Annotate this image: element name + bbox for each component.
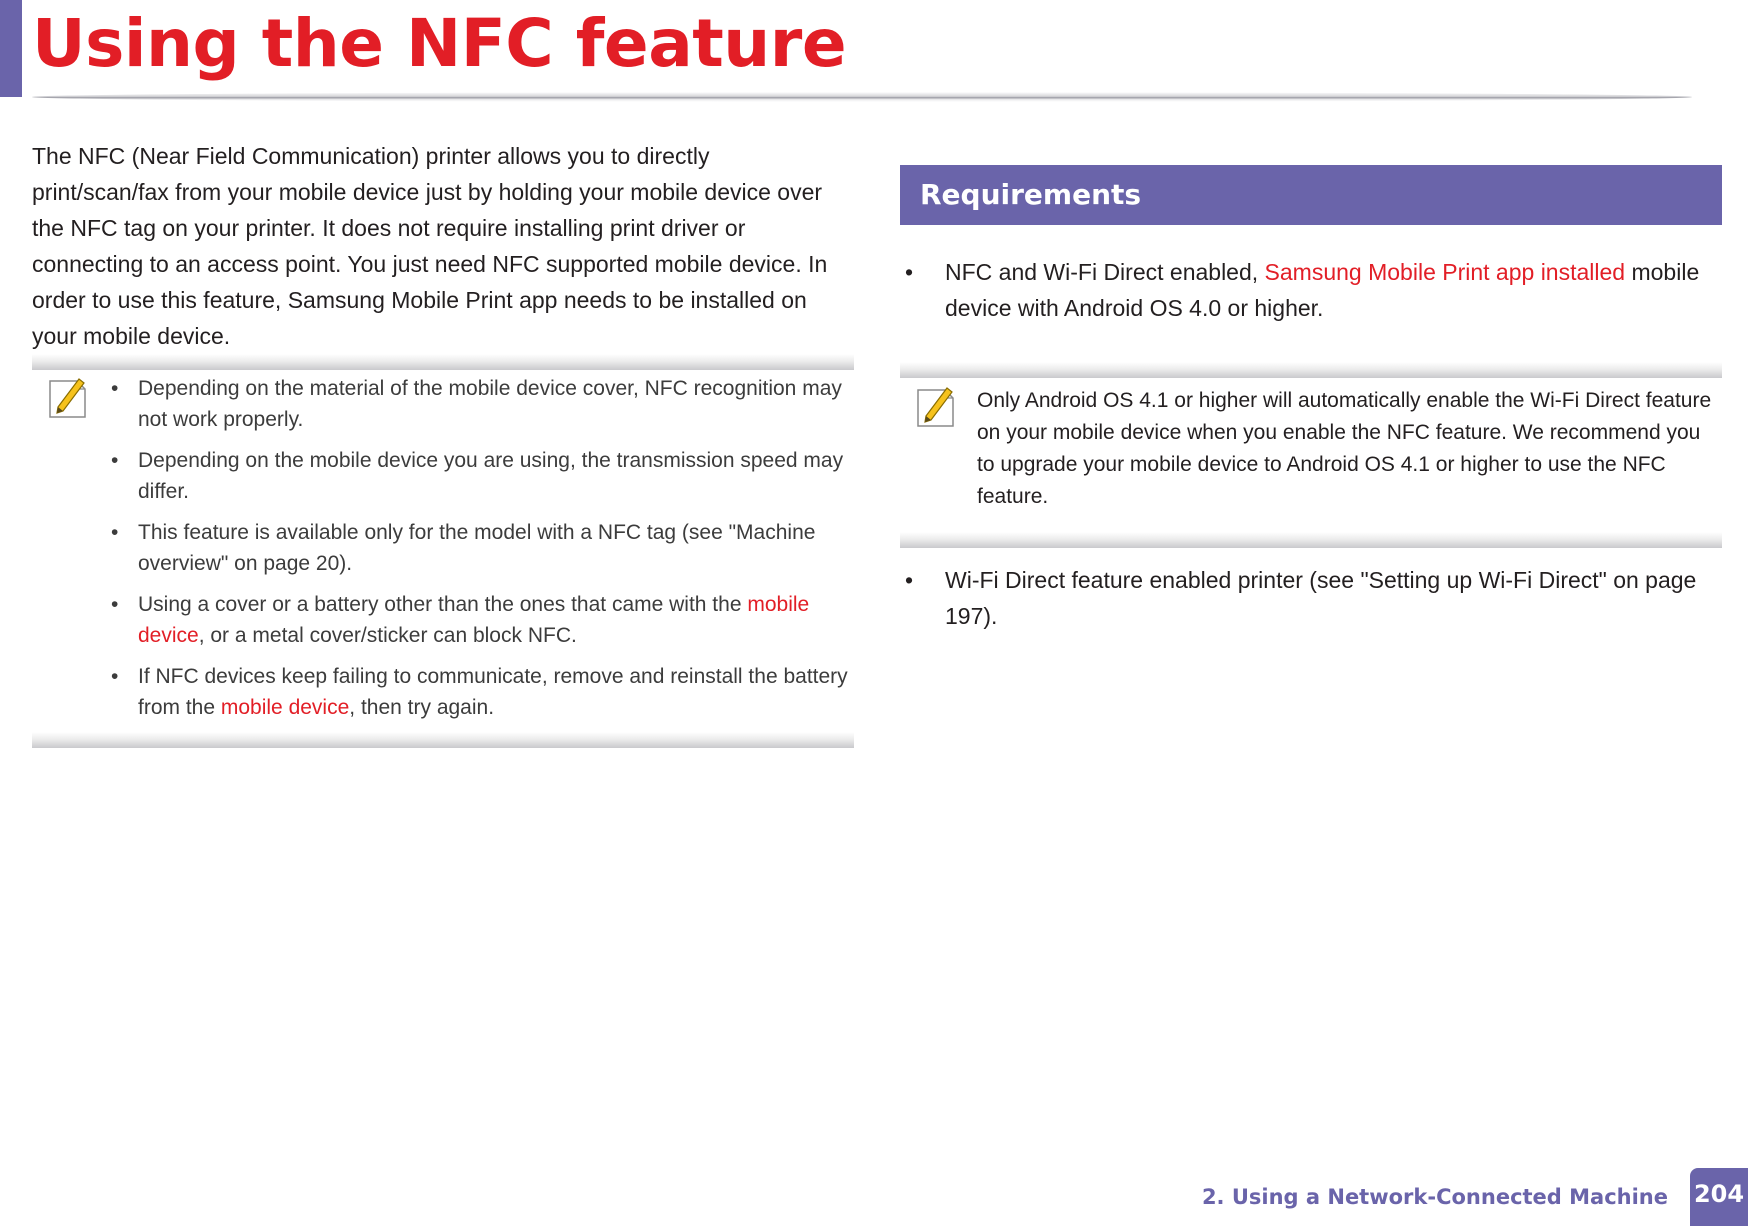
note-item [111,661,851,723]
mobile-device-link[interactable]: mobile device [138,593,810,647]
requirements-header [900,165,1722,225]
page-title: Using the NFC feature [32,5,847,82]
bullet-glyph: • [111,449,119,472]
bullet-glyph: • [111,377,119,400]
requirements-list-1 [905,254,1717,326]
note-pencil-icon [47,375,89,421]
bullet-glyph: • [905,567,914,593]
android-note-text: Only Android OS 4.1 or higher will automatically enable the Wi-Fi Direct feature on your mobile device when you enable the NFC feature. We recommend you to upgrade your mobile device to Android OS 4.1 or higher to use the NFC feature. [977,389,1712,508]
footer-section-title: 2. Using a Network-Connected Machine [1201,1185,1668,1209]
requirement-item [905,254,1717,326]
note-item-text: , or a metal cover/sticker can block NFC. [198,624,577,647]
samsung-mobile-print-link[interactable]: Samsung Mobile Print app installed [1264,259,1626,285]
note-item [111,373,851,435]
requirement-text: NFC and Wi-Fi Direct enabled, [945,259,1265,285]
note-list-left [111,373,851,733]
note-top-bar [32,354,854,370]
note-item-text: Depending on the mobile device you are using, the transmission speed may differ. [138,449,844,503]
intro-paragraph: The NFC (Near Field Communication) printer allows you to directly print/scan/fax from your mobile device just by holding your mobile device over the NFC tag on your printer. It does not require installing print driver or connecting to an access point. You just need NFC supported mobile device. In order to use this feature, Samsung Mobile Print app needs to be installed on your mobile device. [32,143,828,349]
bullet-glyph: • [111,593,119,616]
note-item-text: If NFC devices keep failing to communicate, remove and reinstall the battery from the [138,665,848,719]
requirements-title: Requirements [920,178,1142,211]
requirements-list-2 [905,562,1717,634]
note-item-text: Using a cover or a battery other than the ones that came with the [138,593,748,616]
note-bottom-bar [32,732,854,748]
left-accent-bar [0,0,22,97]
note-item [111,445,851,507]
note-bottom-bar [900,532,1722,548]
bullet-glyph: • [905,259,914,285]
bullet-glyph: • [111,665,119,688]
mobile-device-link[interactable]: mobile device [220,696,350,719]
note-item [111,589,851,651]
note-pencil-icon [915,384,957,430]
note-item [111,517,851,579]
requirement-text: Wi-Fi Direct feature enabled printer (see "Setting up Wi-Fi Direct" on page 197). [945,567,1697,629]
note-item-text: This feature is available only for the model with a NFC tag (see "Machine overview" on page 20). [138,521,816,575]
note-top-bar [900,362,1722,378]
requirement-text: mobile device with Android OS 4.0 or higher. [945,259,1700,321]
note-item-text: Depending on the material of the mobile device cover, NFC recognition may not work properly. [138,377,842,431]
page-number: 204 [1690,1168,1748,1226]
note-item-text: , then try again. [349,696,495,719]
requirement-item [905,562,1717,634]
bullet-glyph: • [111,521,119,544]
title-underline [32,92,1692,102]
